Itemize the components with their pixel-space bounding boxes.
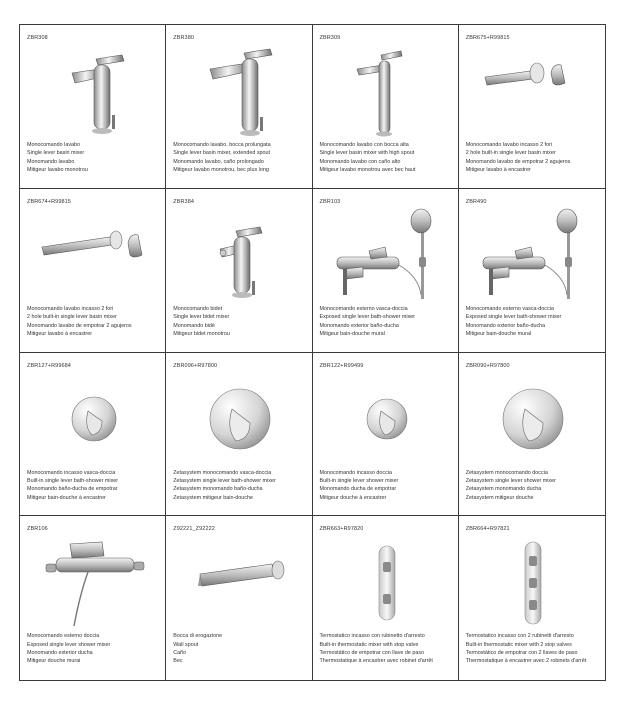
product-sheet bbox=[19, 24, 606, 681]
desc-line: Single lever basin mixer, extended spout bbox=[173, 150, 271, 157]
exposed-shower-mixer-icon bbox=[30, 534, 156, 630]
desc-line: Built-in single lever bath-shower mixer bbox=[27, 477, 119, 484]
product-cell bbox=[459, 25, 605, 189]
product-code: ZBR675+R99815 bbox=[465, 35, 510, 41]
high-spout-mixer-icon bbox=[323, 43, 449, 139]
desc-line: Monocomando esterno vasca-doccia bbox=[465, 305, 554, 312]
bath-shower-mixer-icon bbox=[323, 207, 449, 303]
desc-line: Monomando exterior baño-ducha bbox=[465, 322, 546, 329]
product-cell bbox=[313, 516, 459, 680]
desc-line: Built-in thermostatic mixer with stop valve bbox=[319, 641, 419, 648]
product-description bbox=[466, 305, 562, 339]
product-cell bbox=[166, 353, 312, 517]
desc-line: Termostático de empotrar con llave de paso bbox=[319, 650, 425, 657]
desc-line: Mitigeur lavabo à encastrer bbox=[465, 167, 531, 174]
product-description bbox=[27, 141, 88, 175]
desc-line: Mitigeur lavabo monotrou avec bec haut bbox=[319, 167, 416, 174]
wall-basin-mixer-long-icon bbox=[30, 207, 156, 303]
desc-line: Monomando baño-ducha de empotrar bbox=[27, 486, 118, 493]
desc-line: Monomando lavabo de empotrar 2 agujeros bbox=[27, 322, 132, 329]
product-code: ZBR096+R97800 bbox=[173, 362, 218, 369]
desc-line: Zetasystem monocomando doccia bbox=[465, 469, 548, 476]
product-cell bbox=[20, 353, 166, 517]
desc-line: Single lever basin mixer with high spout bbox=[319, 150, 415, 157]
desc-line: Mitigeur lavabo à encastrer bbox=[27, 330, 93, 337]
desc-line: Monomando lavabo con caño alto bbox=[319, 158, 401, 165]
desc-line: Mitigeur bain-douche à encastrer bbox=[27, 494, 106, 501]
product-description bbox=[173, 305, 230, 339]
desc-line: Monocomando lavabo incasso 2 fori bbox=[465, 142, 553, 148]
product-description bbox=[320, 469, 399, 503]
product-code: ZBR664+R97821 bbox=[465, 526, 510, 533]
desc-line: Monocomando esterno vasca-doccia bbox=[319, 305, 408, 312]
desc-line: Monocomando incasso doccia bbox=[319, 469, 393, 476]
bidet-mixer-icon bbox=[176, 207, 302, 303]
product-cell bbox=[166, 25, 312, 189]
desc-line: Mitigeur lavabo monotrou bbox=[27, 167, 88, 174]
product-code: ZBR103 bbox=[319, 198, 341, 205]
basin-mixer-icon bbox=[30, 43, 156, 139]
desc-line: Caño bbox=[173, 650, 187, 657]
product-description bbox=[173, 141, 270, 175]
desc-line: Single lever bidet mixer bbox=[173, 314, 230, 321]
product-cell bbox=[313, 353, 459, 517]
thermostatic-1-valve-icon bbox=[323, 534, 449, 630]
product-description bbox=[466, 632, 587, 666]
product-code: ZBR380 bbox=[173, 35, 195, 41]
desc-line: Wall spout bbox=[173, 641, 199, 648]
product-description bbox=[27, 632, 110, 666]
product-cell bbox=[313, 25, 459, 189]
product-cell bbox=[20, 516, 166, 680]
desc-line: Mitigeur bain-douche mural bbox=[465, 330, 532, 337]
product-code: ZBR090+R97800 bbox=[465, 362, 510, 369]
desc-line: 2 hole built-in single lever basin mixer bbox=[465, 150, 556, 157]
product-cell bbox=[166, 516, 312, 680]
desc-line: Monomando exterior ducha bbox=[27, 650, 93, 657]
desc-line: Zetasystem mitigeur douche bbox=[465, 494, 534, 501]
built-in-shower-mixer-icon bbox=[323, 371, 449, 467]
desc-line: Monocomando lavabo incasso 2 fori bbox=[27, 305, 114, 312]
product-description bbox=[27, 305, 132, 339]
desc-line: Monocomando incasso vasca-doccia bbox=[27, 469, 116, 476]
product-description bbox=[173, 469, 275, 503]
desc-line: Exposed single lever bath-shower mixer bbox=[465, 314, 562, 321]
desc-line: Mitigeur douche murai bbox=[27, 658, 81, 665]
thermostatic-2-valve-icon bbox=[469, 534, 595, 630]
bath-shower-mixer-icon bbox=[469, 207, 595, 303]
product-code: ZBR674+R99815 bbox=[27, 198, 71, 205]
desc-line: Thermostatique à encastrer avec robinet d'arrêt bbox=[319, 658, 433, 665]
tall-basin-mixer-icon bbox=[176, 43, 302, 139]
product-cell bbox=[20, 25, 166, 189]
desc-line: Zetasystem single lever shower mixer bbox=[465, 477, 556, 484]
product-description bbox=[466, 141, 571, 175]
product-code: ZBR663+R97820 bbox=[319, 526, 364, 533]
product-description bbox=[173, 632, 222, 666]
product-code: ZBR127+R99684 bbox=[27, 362, 71, 369]
product-code: ZBR384 bbox=[173, 198, 195, 205]
product-cell bbox=[459, 353, 605, 517]
desc-line: Monocomando lavabo bbox=[27, 142, 81, 148]
wall-spout-icon bbox=[176, 534, 302, 630]
desc-line: Zetasystem mitigeur bain-douche bbox=[173, 494, 253, 501]
desc-line: 2 hole built-in single lever basin mixer bbox=[27, 314, 117, 321]
desc-line: Zetasystem monocomando vasca-doccia bbox=[173, 469, 272, 476]
desc-line: Monomando bidé bbox=[173, 322, 215, 329]
product-code: ZBR490 bbox=[465, 198, 487, 205]
product-cell bbox=[313, 189, 459, 353]
desc-line: Bocca di erogazione bbox=[173, 633, 223, 640]
desc-line: Thermostatique à encastrer avec 2 robinets d'arrêt bbox=[465, 658, 587, 665]
desc-line: Monomando ducha de empotrar bbox=[319, 486, 397, 493]
desc-line: Single lever basin mixer bbox=[27, 150, 85, 157]
desc-line: Monocomando lavabo, bocca prolungata bbox=[173, 142, 271, 148]
desc-line: Monomando lavabo de empotrar 2 agujeros bbox=[465, 158, 571, 165]
desc-line: Mitigeur bidet monotrou bbox=[173, 330, 230, 337]
product-grid bbox=[20, 25, 605, 680]
desc-line: Termostatico incasso con rubinetto d'arresto bbox=[319, 633, 425, 640]
product-cell bbox=[20, 189, 166, 353]
product-cell bbox=[166, 189, 312, 353]
product-code: ZBR122+R99499 bbox=[319, 362, 364, 369]
built-in-mixer-plate-icon bbox=[469, 371, 595, 467]
desc-line: Monocomando bidet bbox=[173, 305, 223, 312]
product-description bbox=[320, 141, 416, 175]
desc-line: Built-in thermostatic mixer with 2 stop valves bbox=[465, 641, 572, 648]
desc-line: Mitigeur lavabo monotrou, bec plus long bbox=[173, 167, 269, 174]
product-code: Z92221_Z92222 bbox=[173, 526, 215, 533]
product-code: ZBR106 bbox=[27, 526, 48, 533]
desc-line: Zetasystem monomando ducha bbox=[465, 486, 542, 493]
desc-line: Exposed single lever shower mixer bbox=[27, 641, 111, 648]
product-description bbox=[466, 469, 556, 503]
product-description bbox=[320, 305, 416, 339]
desc-line: Monocomando lavabo con bocca alta bbox=[319, 142, 409, 148]
desc-line: Built-in single lever shower mixer bbox=[319, 477, 399, 484]
desc-line: Termostático de empotrar con 2 llaves de paso bbox=[465, 650, 578, 657]
desc-line: Mitigeur bain-douche mural bbox=[319, 330, 385, 337]
wall-basin-mixer-icon bbox=[469, 43, 595, 139]
desc-line: Termostatico incasso con 2 rubinetti d'arresto bbox=[465, 633, 574, 640]
product-cell bbox=[459, 189, 605, 353]
product-code: ZBR309 bbox=[319, 35, 341, 41]
desc-line: Monocomando esterno doccia bbox=[27, 633, 100, 640]
product-description bbox=[27, 469, 118, 503]
product-description bbox=[320, 632, 433, 666]
desc-line: Exposed single lever bath-shower mixer bbox=[319, 314, 416, 321]
built-in-mixer-icon bbox=[30, 371, 156, 467]
desc-line: Mitigeur douche à encastrer bbox=[319, 494, 387, 501]
desc-line: Monomando exterior baño-ducha bbox=[319, 322, 399, 329]
desc-line: Zetasystem monomando baño-ducha bbox=[173, 486, 263, 493]
desc-line: Zetasystem single lever bath-shower mixer bbox=[173, 477, 276, 484]
desc-line: Bec bbox=[173, 658, 183, 665]
product-code: ZBR308 bbox=[27, 35, 48, 41]
product-cell bbox=[459, 516, 605, 680]
desc-line: Monomando lavabo, caño prolongado bbox=[173, 158, 264, 165]
desc-line: Monomando lavabo bbox=[27, 158, 75, 165]
built-in-mixer-plate-icon bbox=[176, 371, 302, 467]
